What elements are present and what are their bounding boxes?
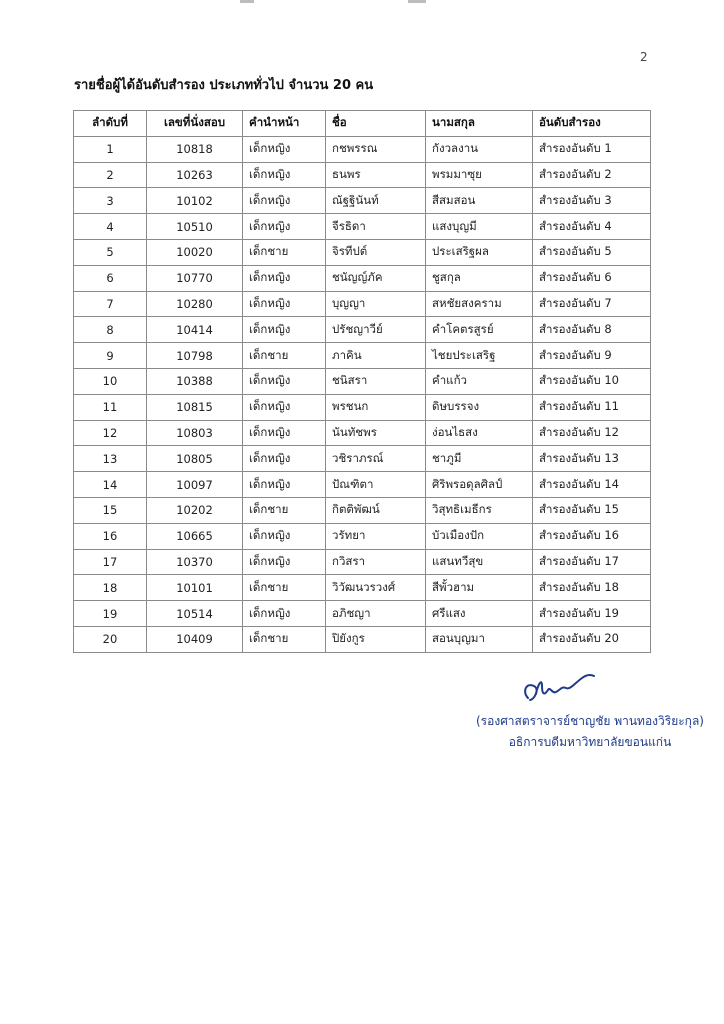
cell-reserve-rank: สำรองอันดับ 10 bbox=[533, 368, 651, 394]
cell-first-name: วิวัฒนวรวงศ์ bbox=[326, 575, 426, 601]
cell-last-name: ดิษบรรจง bbox=[426, 394, 533, 420]
cell-prefix: เด็กชาย bbox=[243, 497, 326, 523]
cell-seat-number: 10370 bbox=[147, 549, 243, 575]
handwritten-signature bbox=[520, 672, 600, 708]
cell-reserve-rank: สำรองอันดับ 3 bbox=[533, 188, 651, 214]
table-row bbox=[74, 265, 651, 291]
cell-last-name: คำโคตรสูรย์ bbox=[426, 317, 533, 343]
cell-order: 3 bbox=[74, 188, 147, 214]
cell-first-name: ชนัญญ์ภัค bbox=[326, 265, 426, 291]
cell-order: 7 bbox=[74, 291, 147, 317]
table-row bbox=[74, 420, 651, 446]
cell-seat-number: 10414 bbox=[147, 317, 243, 343]
cell-prefix: เด็กหญิง bbox=[243, 549, 326, 575]
cell-seat-number: 10665 bbox=[147, 523, 243, 549]
cell-order: 5 bbox=[74, 239, 147, 265]
cell-reserve-rank: สำรองอันดับ 8 bbox=[533, 317, 651, 343]
cell-reserve-rank: สำรองอันดับ 4 bbox=[533, 214, 651, 240]
signer-name: (รองศาสตราจารย์ชาญชัย พานทองวิริยะกุล) bbox=[476, 714, 704, 728]
cell-last-name: วิสุทธิเมธีกร bbox=[426, 497, 533, 523]
cell-order: 18 bbox=[74, 575, 147, 601]
table-row bbox=[74, 446, 651, 472]
cell-seat-number: 10510 bbox=[147, 214, 243, 240]
cell-last-name: สอนบุญมา bbox=[426, 626, 533, 652]
cell-prefix: เด็กหญิง bbox=[243, 446, 326, 472]
cell-last-name: สหชัยสงคราม bbox=[426, 291, 533, 317]
table-row bbox=[74, 136, 651, 162]
cell-seat-number: 10409 bbox=[147, 626, 243, 652]
cell-seat-number: 10815 bbox=[147, 394, 243, 420]
cell-prefix: เด็กหญิง bbox=[243, 162, 326, 188]
cell-prefix: เด็กชาย bbox=[243, 575, 326, 601]
table-row bbox=[74, 575, 651, 601]
cell-last-name: พรมมาซุย bbox=[426, 162, 533, 188]
cell-seat-number: 10280 bbox=[147, 291, 243, 317]
cell-first-name: จิรทีปต์ bbox=[326, 239, 426, 265]
cell-first-name: ชนิสรา bbox=[326, 368, 426, 394]
table-header-row bbox=[74, 111, 651, 137]
cell-reserve-rank: สำรองอันดับ 14 bbox=[533, 472, 651, 498]
cell-last-name: แสงบุญมี bbox=[426, 214, 533, 240]
table-row bbox=[74, 162, 651, 188]
cell-first-name: กวิสรา bbox=[326, 549, 426, 575]
cell-last-name: ชาภูมี bbox=[426, 446, 533, 472]
cell-first-name: จีรธิดา bbox=[326, 214, 426, 240]
cell-first-name: ปรัชญาวีย์ bbox=[326, 317, 426, 343]
cell-last-name: ง่อนไธสง bbox=[426, 420, 533, 446]
cell-first-name: กิตติพัฒน์ bbox=[326, 497, 426, 523]
cell-reserve-rank: สำรองอันดับ 15 bbox=[533, 497, 651, 523]
cell-first-name: ธนพร bbox=[326, 162, 426, 188]
cell-order: 14 bbox=[74, 472, 147, 498]
cell-seat-number: 10770 bbox=[147, 265, 243, 291]
cell-last-name: ศรีแสง bbox=[426, 601, 533, 627]
header-reserve-rank: อันดับสำรอง bbox=[533, 111, 651, 137]
cell-prefix: เด็กหญิง bbox=[243, 136, 326, 162]
cell-first-name: วชิราภรณ์ bbox=[326, 446, 426, 472]
cell-seat-number: 10263 bbox=[147, 162, 243, 188]
cell-first-name: ปิยังกูร bbox=[326, 626, 426, 652]
table-row bbox=[74, 291, 651, 317]
cell-last-name: กังวลงาน bbox=[426, 136, 533, 162]
header-order: ลำดับที่ bbox=[74, 111, 147, 137]
cell-first-name: บุญญา bbox=[326, 291, 426, 317]
table-row bbox=[74, 626, 651, 652]
cell-last-name: ศิริพรอดุลศิลป์ bbox=[426, 472, 533, 498]
table-row bbox=[74, 317, 651, 343]
cell-first-name: กชพรรณ bbox=[326, 136, 426, 162]
cell-seat-number: 10803 bbox=[147, 420, 243, 446]
cell-order: 4 bbox=[74, 214, 147, 240]
cell-first-name: ณัฐฐินันท์ bbox=[326, 188, 426, 214]
cell-prefix: เด็กหญิง bbox=[243, 420, 326, 446]
cell-reserve-rank: สำรองอันดับ 9 bbox=[533, 343, 651, 369]
cell-order: 17 bbox=[74, 549, 147, 575]
cell-order: 6 bbox=[74, 265, 147, 291]
cell-order: 13 bbox=[74, 446, 147, 472]
cell-prefix: เด็กหญิง bbox=[243, 291, 326, 317]
cell-last-name: บัวเมืองปัก bbox=[426, 523, 533, 549]
cell-reserve-rank: สำรองอันดับ 11 bbox=[533, 394, 651, 420]
cell-prefix: เด็กชาย bbox=[243, 626, 326, 652]
header-seat-number: เลขที่นั่งสอบ bbox=[147, 111, 243, 137]
document-heading: รายชื่อผู้ได้อันดับสำรอง ประเภททั่วไป จำนวน 20 คน bbox=[74, 78, 374, 93]
cell-first-name: วรัทยา bbox=[326, 523, 426, 549]
cell-prefix: เด็กหญิง bbox=[243, 472, 326, 498]
cell-prefix: เด็กหญิง bbox=[243, 265, 326, 291]
cell-reserve-rank: สำรองอันดับ 2 bbox=[533, 162, 651, 188]
cell-reserve-rank: สำรองอันดับ 12 bbox=[533, 420, 651, 446]
cell-order: 9 bbox=[74, 343, 147, 369]
reserve-list-table bbox=[73, 110, 651, 653]
cell-seat-number: 10798 bbox=[147, 343, 243, 369]
cell-last-name: ชูสกุล bbox=[426, 265, 533, 291]
cell-seat-number: 10818 bbox=[147, 136, 243, 162]
cell-order: 8 bbox=[74, 317, 147, 343]
table-row bbox=[74, 549, 651, 575]
cell-reserve-rank: สำรองอันดับ 1 bbox=[533, 136, 651, 162]
cell-prefix: เด็กหญิง bbox=[243, 188, 326, 214]
header-prefix: คำนำหน้า bbox=[243, 111, 326, 137]
cell-prefix: เด็กหญิง bbox=[243, 214, 326, 240]
cell-first-name: อภิชญา bbox=[326, 601, 426, 627]
cell-last-name: แสนทวีสุข bbox=[426, 549, 533, 575]
cell-order: 11 bbox=[74, 394, 147, 420]
table-row bbox=[74, 368, 651, 394]
cell-prefix: เด็กหญิง bbox=[243, 368, 326, 394]
cell-seat-number: 10102 bbox=[147, 188, 243, 214]
cell-reserve-rank: สำรองอันดับ 16 bbox=[533, 523, 651, 549]
cell-reserve-rank: สำรองอันดับ 18 bbox=[533, 575, 651, 601]
cell-seat-number: 10388 bbox=[147, 368, 243, 394]
table-row bbox=[74, 601, 651, 627]
cell-prefix: เด็กหญิง bbox=[243, 523, 326, 549]
cell-prefix: เด็กหญิง bbox=[243, 394, 326, 420]
signer-title: อธิการบดีมหาวิทยาลัยขอนแก่น bbox=[508, 735, 672, 749]
cell-last-name: ประเสริฐผล bbox=[426, 239, 533, 265]
cell-seat-number: 10101 bbox=[147, 575, 243, 601]
cell-first-name: ภาคิน bbox=[326, 343, 426, 369]
cell-reserve-rank: สำรองอันดับ 7 bbox=[533, 291, 651, 317]
cell-first-name: พรชนก bbox=[326, 394, 426, 420]
table-row bbox=[74, 343, 651, 369]
cell-order: 10 bbox=[74, 368, 147, 394]
table-row bbox=[74, 188, 651, 214]
cell-prefix: เด็กหญิง bbox=[243, 601, 326, 627]
cell-reserve-rank: สำรองอันดับ 6 bbox=[533, 265, 651, 291]
cell-seat-number: 10202 bbox=[147, 497, 243, 523]
cell-order: 12 bbox=[74, 420, 147, 446]
cell-seat-number: 10805 bbox=[147, 446, 243, 472]
cell-last-name: คำแก้ว bbox=[426, 368, 533, 394]
table-row bbox=[74, 394, 651, 420]
cell-last-name: สีสมสอน bbox=[426, 188, 533, 214]
cell-seat-number: 10514 bbox=[147, 601, 243, 627]
cell-last-name: สีพั้วฮาม bbox=[426, 575, 533, 601]
cell-reserve-rank: สำรองอันดับ 13 bbox=[533, 446, 651, 472]
top-edge-marks bbox=[240, 0, 440, 6]
cell-order: 19 bbox=[74, 601, 147, 627]
cell-prefix: เด็กชาย bbox=[243, 239, 326, 265]
cell-reserve-rank: สำรองอันดับ 19 bbox=[533, 601, 651, 627]
cell-reserve-rank: สำรองอันดับ 5 bbox=[533, 239, 651, 265]
cell-first-name: นันทัชพร bbox=[326, 420, 426, 446]
page-number: 2 bbox=[640, 50, 648, 64]
cell-order: 2 bbox=[74, 162, 147, 188]
header-first-name: ชื่อ bbox=[326, 111, 426, 137]
cell-prefix: เด็กหญิง bbox=[243, 317, 326, 343]
table-row bbox=[74, 472, 651, 498]
cell-seat-number: 10020 bbox=[147, 239, 243, 265]
cell-prefix: เด็กชาย bbox=[243, 343, 326, 369]
cell-order: 15 bbox=[74, 497, 147, 523]
cell-seat-number: 10097 bbox=[147, 472, 243, 498]
cell-reserve-rank: สำรองอันดับ 17 bbox=[533, 549, 651, 575]
table-body bbox=[74, 136, 651, 652]
cell-order: 1 bbox=[74, 136, 147, 162]
cell-first-name: ปัณฑิตา bbox=[326, 472, 426, 498]
table-row bbox=[74, 497, 651, 523]
cell-order: 20 bbox=[74, 626, 147, 652]
cell-last-name: ไชยประเสริฐ bbox=[426, 343, 533, 369]
header-last-name: นามสกุล bbox=[426, 111, 533, 137]
table-row bbox=[74, 523, 651, 549]
cell-reserve-rank: สำรองอันดับ 20 bbox=[533, 626, 651, 652]
cell-order: 16 bbox=[74, 523, 147, 549]
table-row bbox=[74, 214, 651, 240]
table-row bbox=[74, 239, 651, 265]
